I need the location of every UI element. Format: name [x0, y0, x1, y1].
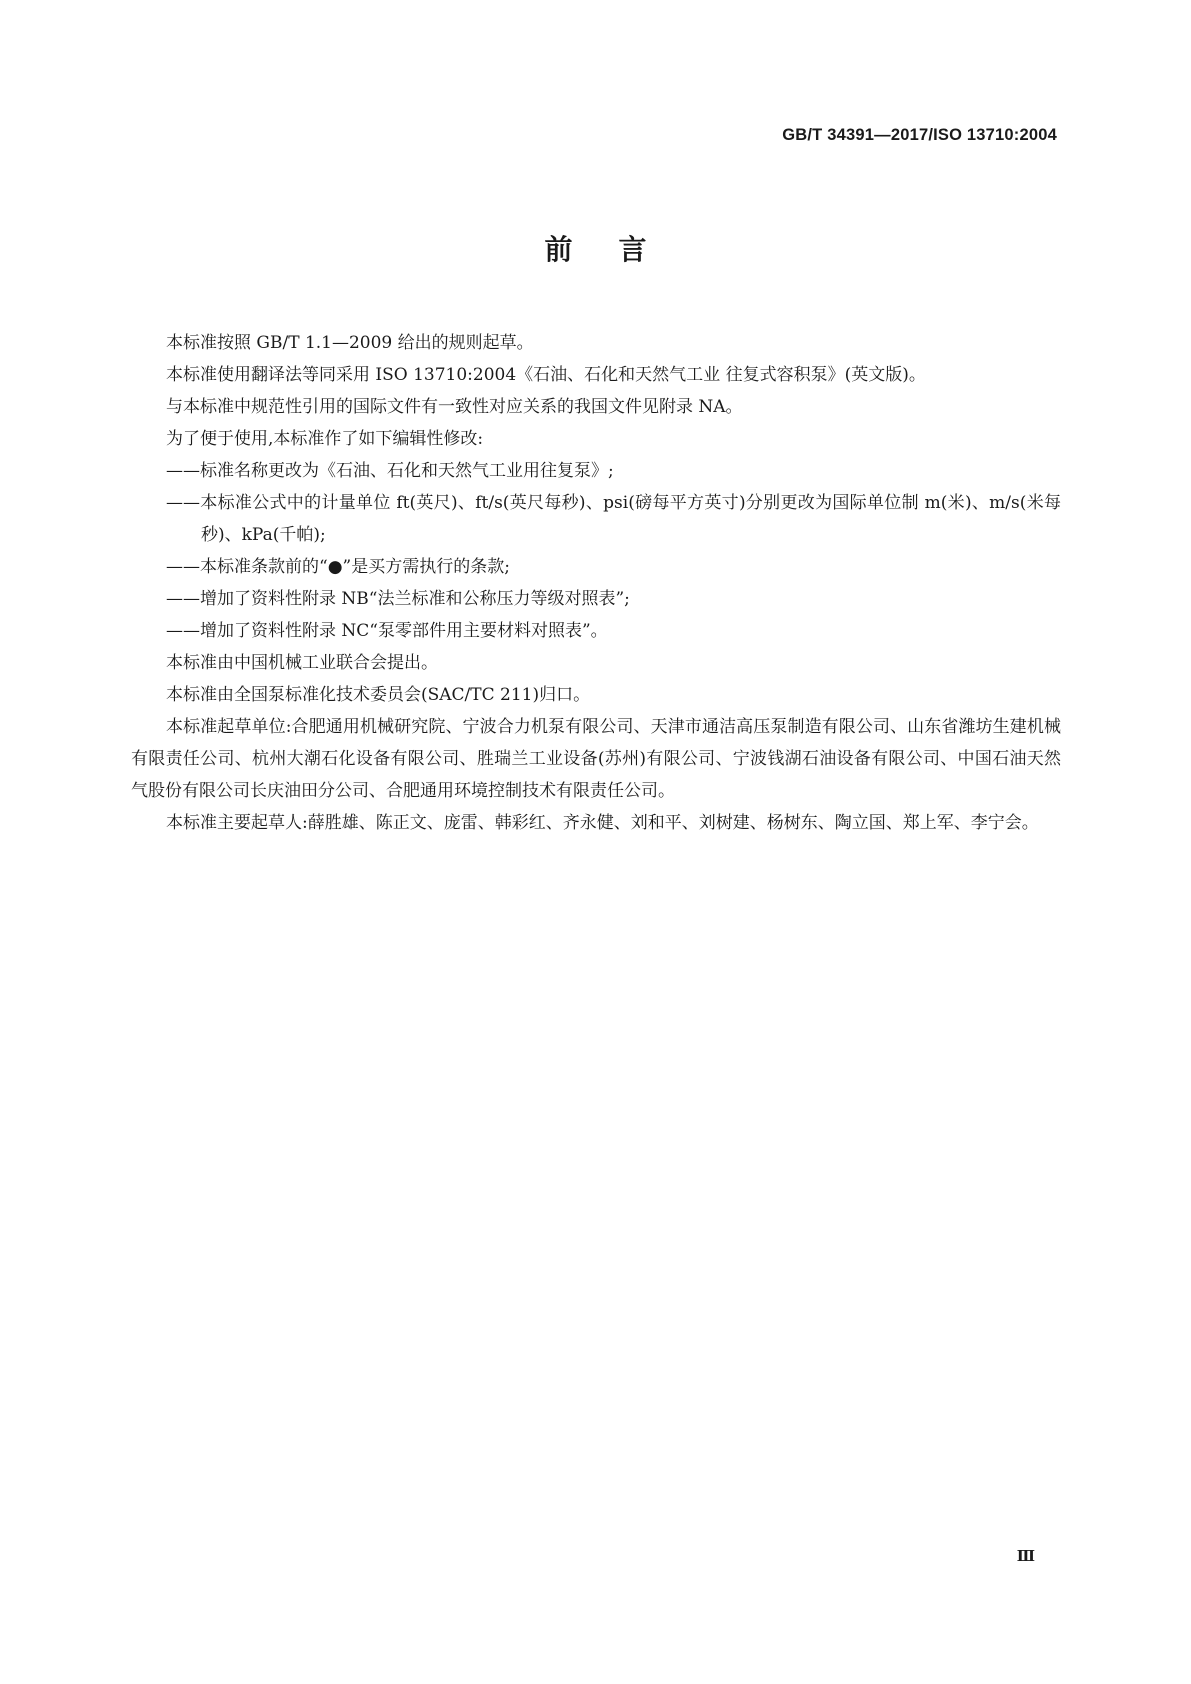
list-item: ——标准名称更改为《石油、石化和天然气工业用往复泵》; [166, 461, 614, 481]
standard-code: GB/T 34391—2017/ISO 13710:2004 [782, 126, 1057, 144]
list-item: ——增加了资料性附录 NB“法兰标准和公称压力等级对照表”; [166, 589, 630, 609]
foreword-body [131, 327, 1061, 839]
paragraph-drafters: 本标准主要起草人:薛胜雄、陈正文、庞雷、韩彩红、齐永健、刘和平、刘树建、杨树东、陶立国、郑上军、李宁会。 [166, 813, 1039, 833]
paragraph-annex-na: 与本标准中规范性引用的国际文件有一致性对应关系的我国文件见附录 NA。 [166, 397, 743, 417]
paragraph-committee: 本标准由全国泵标准化技术委员会(SAC/TC 211)归口。 [166, 685, 591, 705]
paragraph-proposer: 本标准由中国机械工业联合会提出。 [166, 653, 438, 673]
page-title: 前言 [544, 233, 693, 266]
paragraph-adoption: 本标准使用翻译法等同采用 ISO 13710:2004《石油、石化和天然气工业 往复式容积泵》(英文版)。 [166, 365, 926, 385]
page-number: Ⅲ [1016, 1547, 1035, 1565]
list-item: ——本标准条款前的“●”是买方需执行的条款; [166, 557, 510, 577]
list-item: ——增加了资料性附录 NC“泵零部件用主要材料对照表”。 [166, 621, 608, 641]
list-item: ——本标准公式中的计量单位 ft(英尺)、ft/s(英尺每秒)、psi(磅每平方英寸)分别更改为国际单位制 m(米)、m/s(米每秒)、kPa(千帕); [166, 493, 1061, 545]
paragraph-drafting-rules: 本标准按照 GB/T 1.1—2009 给出的规则起草。 [166, 333, 534, 353]
paragraph-drafting-units: 本标准起草单位:合肥通用机械研究院、宁波合力机泵有限公司、天津市通洁高压泵制造有限公司、山东省潍坊生建机械有限责任公司、杭州大潮石化设备有限公司、胜瑞兰工业设备(苏州)有限公司、宁波钱湖石油设备有限公司、中国石油天然气股份有限公司长庆油田分公司、合肥通用环境控制技术有限责任公司。 [131, 717, 1061, 801]
paragraph-editorial-changes: 为了便于使用,本标准作了如下编辑性修改: [166, 429, 484, 449]
